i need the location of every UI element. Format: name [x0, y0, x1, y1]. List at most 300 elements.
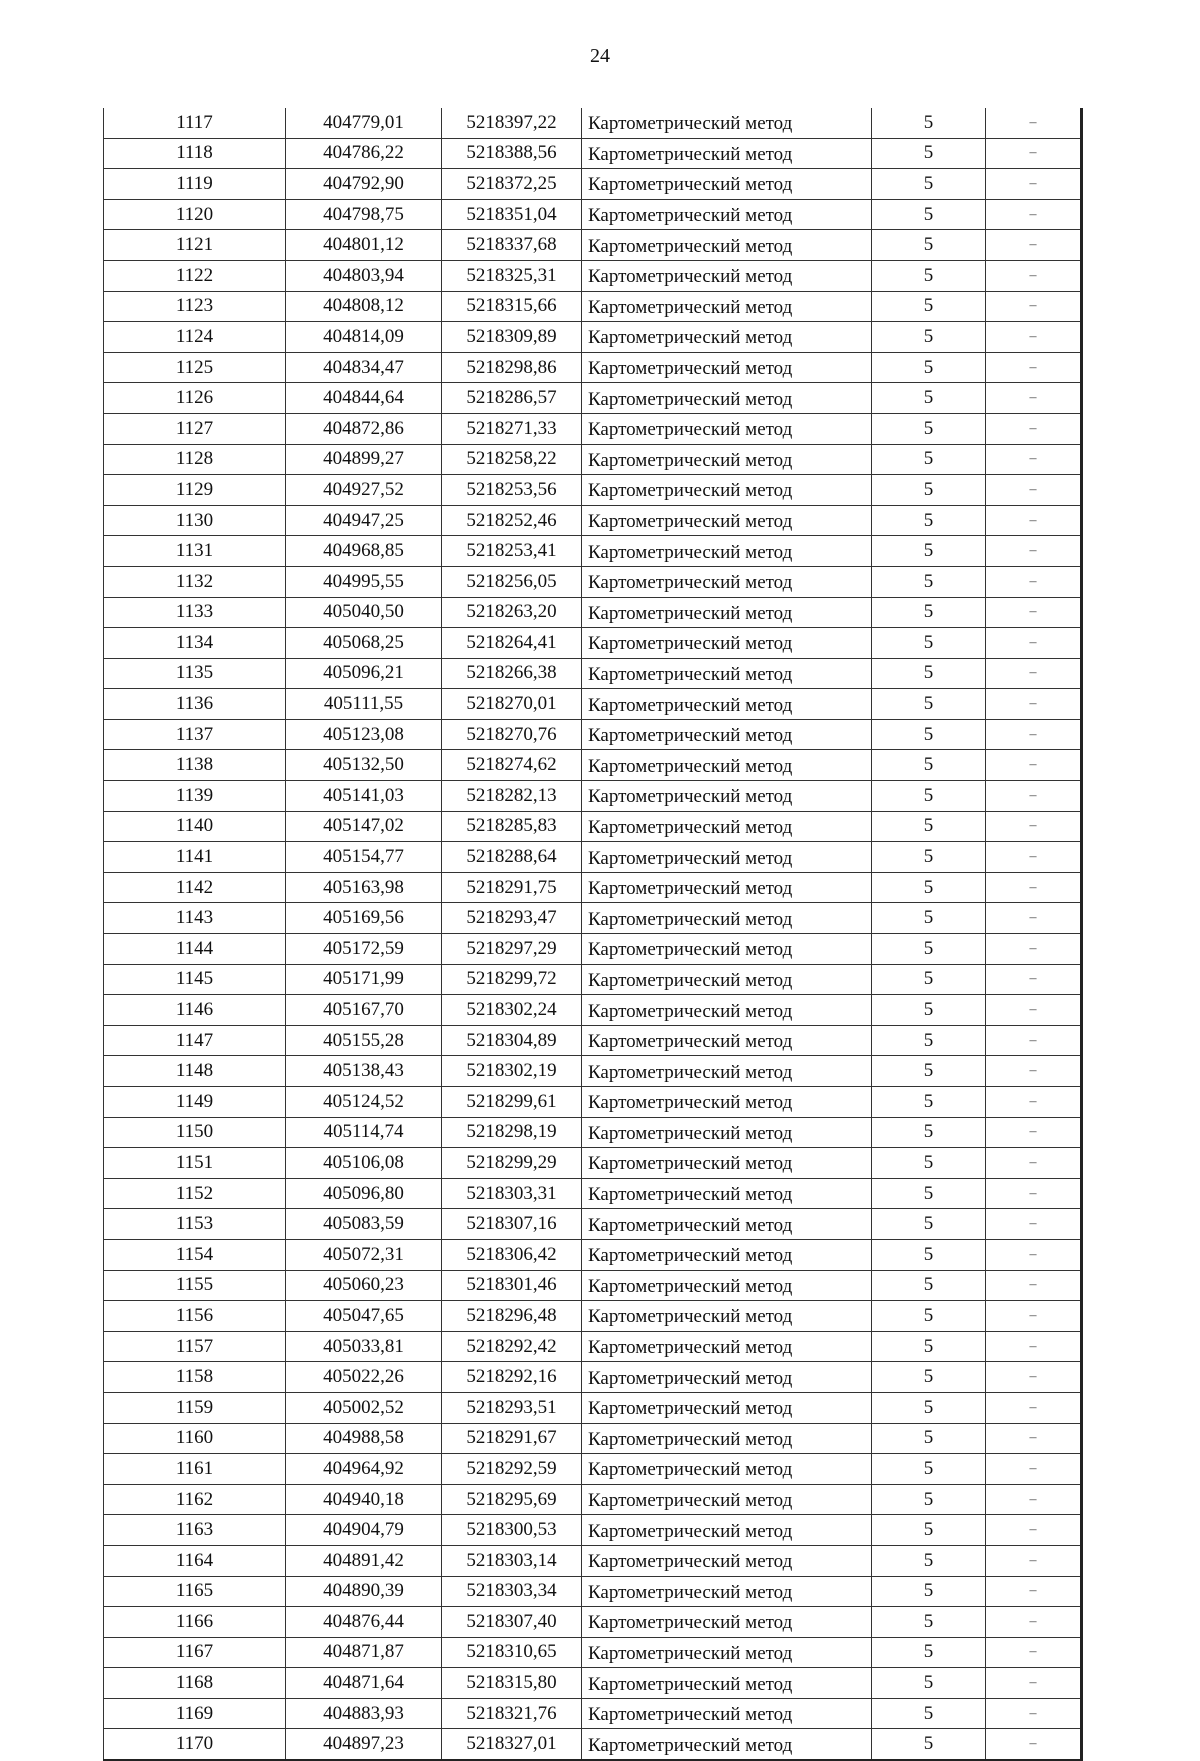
y-coordinate-cell: 5218315,66	[442, 291, 582, 322]
x-coordinate-cell: 404876,44	[286, 1607, 442, 1638]
point-number-cell: 1139	[104, 781, 286, 812]
point-number-cell: 1123	[104, 291, 286, 322]
table-row	[104, 1239, 1082, 1270]
description-cell: –	[986, 1025, 1082, 1056]
point-number-cell: 1164	[104, 1545, 286, 1576]
description-cell: –	[986, 1607, 1082, 1638]
method-cell: Картометрический метод	[582, 628, 872, 659]
accuracy-cell: 5	[872, 658, 986, 689]
y-coordinate-cell: 5218291,67	[442, 1423, 582, 1454]
method-cell: Картометрический метод	[582, 1729, 872, 1760]
method-cell: Картометрический метод	[582, 475, 872, 506]
method-cell: Картометрический метод	[582, 1178, 872, 1209]
point-number-cell: 1153	[104, 1209, 286, 1240]
table-row	[104, 1209, 1082, 1240]
method-cell: Картометрический метод	[582, 811, 872, 842]
table-row	[104, 689, 1082, 720]
x-coordinate-cell: 404798,75	[286, 199, 442, 230]
accuracy-cell: 5	[872, 505, 986, 536]
y-coordinate-cell: 5218286,57	[442, 383, 582, 414]
y-coordinate-cell: 5218372,25	[442, 169, 582, 200]
y-coordinate-cell: 5218301,46	[442, 1270, 582, 1301]
table-row	[104, 1515, 1082, 1546]
x-coordinate-cell: 405022,26	[286, 1362, 442, 1393]
y-coordinate-cell: 5218327,01	[442, 1729, 582, 1760]
description-cell: –	[986, 1576, 1082, 1607]
accuracy-cell: 5	[872, 1607, 986, 1638]
point-number-cell: 1152	[104, 1178, 286, 1209]
method-cell: Картометрический метод	[582, 230, 872, 261]
y-coordinate-cell: 5218351,04	[442, 199, 582, 230]
point-number-cell: 1138	[104, 750, 286, 781]
point-number-cell: 1136	[104, 689, 286, 720]
table-row	[104, 138, 1082, 169]
accuracy-cell: 5	[872, 934, 986, 965]
table-row	[104, 475, 1082, 506]
method-cell: Картометрический метод	[582, 1148, 872, 1179]
x-coordinate-cell: 404883,93	[286, 1698, 442, 1729]
accuracy-cell: 5	[872, 108, 986, 138]
description-cell: –	[986, 230, 1082, 261]
table-row	[104, 108, 1082, 138]
description-cell: –	[986, 383, 1082, 414]
point-number-cell: 1118	[104, 138, 286, 169]
point-number-cell: 1120	[104, 199, 286, 230]
point-number-cell: 1127	[104, 413, 286, 444]
point-number-cell: 1119	[104, 169, 286, 200]
description-cell: –	[986, 934, 1082, 965]
accuracy-cell: 5	[872, 842, 986, 873]
accuracy-cell: 5	[872, 1209, 986, 1240]
x-coordinate-cell: 404988,58	[286, 1423, 442, 1454]
x-coordinate-cell: 405132,50	[286, 750, 442, 781]
x-coordinate-cell: 405096,21	[286, 658, 442, 689]
x-coordinate-cell: 405047,65	[286, 1301, 442, 1332]
point-number-cell: 1131	[104, 536, 286, 567]
table-row	[104, 413, 1082, 444]
y-coordinate-cell: 5218299,61	[442, 1087, 582, 1118]
x-coordinate-cell: 404968,85	[286, 536, 442, 567]
description-cell: –	[986, 1331, 1082, 1362]
y-coordinate-cell: 5218292,16	[442, 1362, 582, 1393]
y-coordinate-cell: 5218304,89	[442, 1025, 582, 1056]
point-number-cell: 1163	[104, 1515, 286, 1546]
x-coordinate-cell: 404904,79	[286, 1515, 442, 1546]
table-row	[104, 1668, 1082, 1699]
table-row	[104, 383, 1082, 414]
x-coordinate-cell: 405141,03	[286, 781, 442, 812]
accuracy-cell: 5	[872, 1515, 986, 1546]
method-cell: Картометрический метод	[582, 1454, 872, 1485]
description-cell: –	[986, 169, 1082, 200]
table-row	[104, 322, 1082, 353]
y-coordinate-cell: 5218315,80	[442, 1668, 582, 1699]
description-cell: –	[986, 199, 1082, 230]
table-row	[104, 505, 1082, 536]
method-cell: Картометрический метод	[582, 169, 872, 200]
accuracy-cell: 5	[872, 719, 986, 750]
coordinates-table-body	[104, 108, 1082, 1760]
x-coordinate-cell: 405083,59	[286, 1209, 442, 1240]
y-coordinate-cell: 5218307,16	[442, 1209, 582, 1240]
method-cell: Картометрический метод	[582, 903, 872, 934]
table-row	[104, 1729, 1082, 1760]
point-number-cell: 1143	[104, 903, 286, 934]
point-number-cell: 1130	[104, 505, 286, 536]
table-row	[104, 1270, 1082, 1301]
point-number-cell: 1149	[104, 1087, 286, 1118]
method-cell: Картометрический метод	[582, 260, 872, 291]
method-cell: Картометрический метод	[582, 199, 872, 230]
accuracy-cell: 5	[872, 1239, 986, 1270]
accuracy-cell: 5	[872, 1392, 986, 1423]
y-coordinate-cell: 5218253,56	[442, 475, 582, 506]
method-cell: Картометрический метод	[582, 1392, 872, 1423]
table-row	[104, 1607, 1082, 1638]
x-coordinate-cell: 405002,52	[286, 1392, 442, 1423]
accuracy-cell: 5	[872, 1331, 986, 1362]
accuracy-cell: 5	[872, 1668, 986, 1699]
description-cell: –	[986, 1515, 1082, 1546]
method-cell: Картометрический метод	[582, 1423, 872, 1454]
y-coordinate-cell: 5218297,29	[442, 934, 582, 965]
x-coordinate-cell: 405068,25	[286, 628, 442, 659]
description-cell: –	[986, 658, 1082, 689]
x-coordinate-cell: 404872,86	[286, 413, 442, 444]
y-coordinate-cell: 5218307,40	[442, 1607, 582, 1638]
table-row	[104, 566, 1082, 597]
y-coordinate-cell: 5218306,42	[442, 1239, 582, 1270]
method-cell: Картометрический метод	[582, 1545, 872, 1576]
description-cell: –	[986, 903, 1082, 934]
x-coordinate-cell: 404940,18	[286, 1484, 442, 1515]
accuracy-cell: 5	[872, 597, 986, 628]
y-coordinate-cell: 5218292,42	[442, 1331, 582, 1362]
description-cell: –	[986, 1056, 1082, 1087]
point-number-cell: 1168	[104, 1668, 286, 1699]
description-cell: –	[986, 1301, 1082, 1332]
page-number: 24	[590, 45, 610, 67]
accuracy-cell: 5	[872, 1148, 986, 1179]
x-coordinate-cell: 404814,09	[286, 322, 442, 353]
point-number-cell: 1155	[104, 1270, 286, 1301]
table-row	[104, 964, 1082, 995]
point-number-cell: 1144	[104, 934, 286, 965]
method-cell: Картометрический метод	[582, 1576, 872, 1607]
method-cell: Картометрический метод	[582, 352, 872, 383]
table-row	[104, 719, 1082, 750]
accuracy-cell: 5	[872, 291, 986, 322]
accuracy-cell: 5	[872, 1545, 986, 1576]
method-cell: Картометрический метод	[582, 781, 872, 812]
x-coordinate-cell: 404803,94	[286, 260, 442, 291]
description-cell: –	[986, 750, 1082, 781]
accuracy-cell: 5	[872, 995, 986, 1026]
x-coordinate-cell: 405163,98	[286, 872, 442, 903]
accuracy-cell: 5	[872, 536, 986, 567]
accuracy-cell: 5	[872, 811, 986, 842]
point-number-cell: 1125	[104, 352, 286, 383]
x-coordinate-cell: 405114,74	[286, 1117, 442, 1148]
x-coordinate-cell: 405154,77	[286, 842, 442, 873]
accuracy-cell: 5	[872, 1270, 986, 1301]
description-cell: –	[986, 1362, 1082, 1393]
table-row	[104, 1056, 1082, 1087]
method-cell: Картометрический метод	[582, 934, 872, 965]
y-coordinate-cell: 5218302,19	[442, 1056, 582, 1087]
method-cell: Картометрический метод	[582, 1270, 872, 1301]
method-cell: Картометрический метод	[582, 872, 872, 903]
description-cell: –	[986, 108, 1082, 138]
accuracy-cell: 5	[872, 566, 986, 597]
description-cell: –	[986, 1270, 1082, 1301]
y-coordinate-cell: 5218303,34	[442, 1576, 582, 1607]
method-cell: Картометрический метод	[582, 1515, 872, 1546]
method-cell: Картометрический метод	[582, 322, 872, 353]
description-cell: –	[986, 260, 1082, 291]
description-cell: –	[986, 536, 1082, 567]
x-coordinate-cell: 405040,50	[286, 597, 442, 628]
accuracy-cell: 5	[872, 628, 986, 659]
accuracy-cell: 5	[872, 475, 986, 506]
method-cell: Картометрический метод	[582, 1668, 872, 1699]
accuracy-cell: 5	[872, 1087, 986, 1118]
accuracy-cell: 5	[872, 1056, 986, 1087]
table-row	[104, 1423, 1082, 1454]
method-cell: Картометрический метод	[582, 444, 872, 475]
method-cell: Картометрический метод	[582, 1607, 872, 1638]
point-number-cell: 1169	[104, 1698, 286, 1729]
x-coordinate-cell: 405096,80	[286, 1178, 442, 1209]
point-number-cell: 1126	[104, 383, 286, 414]
accuracy-cell: 5	[872, 1362, 986, 1393]
x-coordinate-cell: 404801,12	[286, 230, 442, 261]
table-row	[104, 597, 1082, 628]
coordinates-table	[103, 108, 1083, 1761]
accuracy-cell: 5	[872, 1117, 986, 1148]
method-cell: Картометрический метод	[582, 138, 872, 169]
method-cell: Картометрический метод	[582, 536, 872, 567]
table-row	[104, 291, 1082, 322]
table-row	[104, 811, 1082, 842]
description-cell: –	[986, 1392, 1082, 1423]
method-cell: Картометрический метод	[582, 1025, 872, 1056]
table-row	[104, 1301, 1082, 1332]
y-coordinate-cell: 5218288,64	[442, 842, 582, 873]
table-row	[104, 750, 1082, 781]
point-number-cell: 1157	[104, 1331, 286, 1362]
y-coordinate-cell: 5218310,65	[442, 1637, 582, 1668]
x-coordinate-cell: 404890,39	[286, 1576, 442, 1607]
description-cell: –	[986, 1117, 1082, 1148]
table-row	[104, 842, 1082, 873]
y-coordinate-cell: 5218292,59	[442, 1454, 582, 1485]
point-number-cell: 1145	[104, 964, 286, 995]
y-coordinate-cell: 5218270,01	[442, 689, 582, 720]
point-number-cell: 1132	[104, 566, 286, 597]
description-cell: –	[986, 1668, 1082, 1699]
y-coordinate-cell: 5218263,20	[442, 597, 582, 628]
table-row	[104, 995, 1082, 1026]
table-row	[104, 352, 1082, 383]
method-cell: Картометрический метод	[582, 1698, 872, 1729]
method-cell: Картометрический метод	[582, 1209, 872, 1240]
description-cell: –	[986, 475, 1082, 506]
x-coordinate-cell: 404891,42	[286, 1545, 442, 1576]
y-coordinate-cell: 5218296,48	[442, 1301, 582, 1332]
description-cell: –	[986, 1209, 1082, 1240]
x-coordinate-cell: 405147,02	[286, 811, 442, 842]
x-coordinate-cell: 404947,25	[286, 505, 442, 536]
x-coordinate-cell: 405169,56	[286, 903, 442, 934]
accuracy-cell: 5	[872, 413, 986, 444]
table-row	[104, 1025, 1082, 1056]
table-row	[104, 444, 1082, 475]
description-cell: –	[986, 1637, 1082, 1668]
x-coordinate-cell: 405172,59	[286, 934, 442, 965]
description-cell: –	[986, 628, 1082, 659]
table-row	[104, 1576, 1082, 1607]
method-cell: Картометрический метод	[582, 1301, 872, 1332]
x-coordinate-cell: 405033,81	[286, 1331, 442, 1362]
description-cell: –	[986, 138, 1082, 169]
table-row	[104, 1331, 1082, 1362]
x-coordinate-cell: 405124,52	[286, 1087, 442, 1118]
description-cell: –	[986, 322, 1082, 353]
x-coordinate-cell: 404808,12	[286, 291, 442, 322]
description-cell: –	[986, 781, 1082, 812]
point-number-cell: 1147	[104, 1025, 286, 1056]
table-row	[104, 781, 1082, 812]
y-coordinate-cell: 5218303,31	[442, 1178, 582, 1209]
accuracy-cell: 5	[872, 872, 986, 903]
accuracy-cell: 5	[872, 383, 986, 414]
method-cell: Картометрический метод	[582, 842, 872, 873]
point-number-cell: 1134	[104, 628, 286, 659]
table-row	[104, 1178, 1082, 1209]
x-coordinate-cell: 404792,90	[286, 169, 442, 200]
accuracy-cell: 5	[872, 1484, 986, 1515]
method-cell: Картометрический метод	[582, 964, 872, 995]
accuracy-cell: 5	[872, 781, 986, 812]
y-coordinate-cell: 5218271,33	[442, 413, 582, 444]
point-number-cell: 1165	[104, 1576, 286, 1607]
y-coordinate-cell: 5218256,05	[442, 566, 582, 597]
accuracy-cell: 5	[872, 750, 986, 781]
accuracy-cell: 5	[872, 1698, 986, 1729]
x-coordinate-cell: 405060,23	[286, 1270, 442, 1301]
description-cell: –	[986, 1148, 1082, 1179]
x-coordinate-cell: 404897,23	[286, 1729, 442, 1760]
x-coordinate-cell: 405138,43	[286, 1056, 442, 1087]
method-cell: Картометрический метод	[582, 1331, 872, 1362]
description-cell: –	[986, 1729, 1082, 1760]
method-cell: Картометрический метод	[582, 383, 872, 414]
accuracy-cell: 5	[872, 1025, 986, 1056]
table-row	[104, 934, 1082, 965]
y-coordinate-cell: 5218258,22	[442, 444, 582, 475]
x-coordinate-cell: 405167,70	[286, 995, 442, 1026]
description-cell: –	[986, 842, 1082, 873]
method-cell: Картометрический метод	[582, 719, 872, 750]
point-number-cell: 1160	[104, 1423, 286, 1454]
accuracy-cell: 5	[872, 138, 986, 169]
description-cell: –	[986, 1454, 1082, 1485]
table-row	[104, 1545, 1082, 1576]
description-cell: –	[986, 1087, 1082, 1118]
table-row	[104, 1087, 1082, 1118]
method-cell: Картометрический метод	[582, 108, 872, 138]
accuracy-cell: 5	[872, 1423, 986, 1454]
y-coordinate-cell: 5218293,47	[442, 903, 582, 934]
x-coordinate-cell: 405106,08	[286, 1148, 442, 1179]
method-cell: Картометрический метод	[582, 1637, 872, 1668]
description-cell: –	[986, 964, 1082, 995]
point-number-cell: 1129	[104, 475, 286, 506]
point-number-cell: 1135	[104, 658, 286, 689]
point-number-cell: 1137	[104, 719, 286, 750]
point-number-cell: 1162	[104, 1484, 286, 1515]
x-coordinate-cell: 405072,31	[286, 1239, 442, 1270]
x-coordinate-cell: 404871,87	[286, 1637, 442, 1668]
method-cell: Картометрический метод	[582, 1117, 872, 1148]
accuracy-cell: 5	[872, 903, 986, 934]
y-coordinate-cell: 5218293,51	[442, 1392, 582, 1423]
description-cell: –	[986, 689, 1082, 720]
table-row	[104, 199, 1082, 230]
method-cell: Картометрический метод	[582, 1239, 872, 1270]
accuracy-cell: 5	[872, 260, 986, 291]
point-number-cell: 1124	[104, 322, 286, 353]
point-number-cell: 1121	[104, 230, 286, 261]
table-row	[104, 872, 1082, 903]
point-number-cell: 1140	[104, 811, 286, 842]
accuracy-cell: 5	[872, 689, 986, 720]
x-coordinate-cell: 404927,52	[286, 475, 442, 506]
method-cell: Картометрический метод	[582, 291, 872, 322]
y-coordinate-cell: 5218266,38	[442, 658, 582, 689]
description-cell: –	[986, 1423, 1082, 1454]
y-coordinate-cell: 5218397,22	[442, 108, 582, 138]
point-number-cell: 1122	[104, 260, 286, 291]
point-number-cell: 1170	[104, 1729, 286, 1760]
method-cell: Картометрический метод	[582, 597, 872, 628]
x-coordinate-cell: 404995,55	[286, 566, 442, 597]
x-coordinate-cell: 405155,28	[286, 1025, 442, 1056]
x-coordinate-cell: 404779,01	[286, 108, 442, 138]
method-cell: Картометрический метод	[582, 995, 872, 1026]
point-number-cell: 1166	[104, 1607, 286, 1638]
method-cell: Картометрический метод	[582, 750, 872, 781]
point-number-cell: 1128	[104, 444, 286, 475]
y-coordinate-cell: 5218270,76	[442, 719, 582, 750]
table-row	[104, 1454, 1082, 1485]
point-number-cell: 1158	[104, 1362, 286, 1393]
method-cell: Картометрический метод	[582, 658, 872, 689]
point-number-cell: 1159	[104, 1392, 286, 1423]
y-coordinate-cell: 5218300,53	[442, 1515, 582, 1546]
y-coordinate-cell: 5218285,83	[442, 811, 582, 842]
y-coordinate-cell: 5218264,41	[442, 628, 582, 659]
description-cell: –	[986, 811, 1082, 842]
method-cell: Картометрический метод	[582, 505, 872, 536]
y-coordinate-cell: 5218388,56	[442, 138, 582, 169]
table-row	[104, 658, 1082, 689]
table-row	[104, 1362, 1082, 1393]
y-coordinate-cell: 5218321,76	[442, 1698, 582, 1729]
y-coordinate-cell: 5218309,89	[442, 322, 582, 353]
description-cell: –	[986, 1698, 1082, 1729]
